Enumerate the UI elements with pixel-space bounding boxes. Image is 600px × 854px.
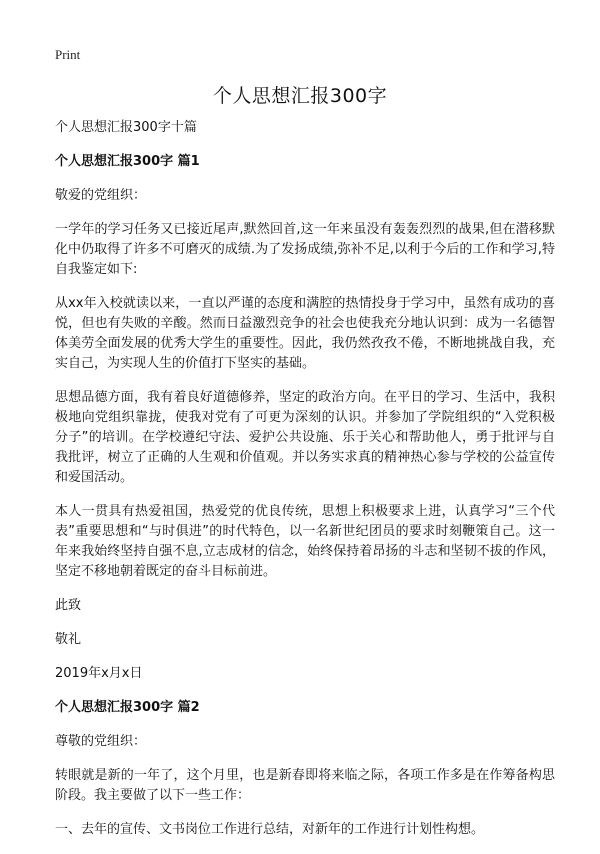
date-line: 2019年x月x日 [55, 666, 143, 681]
document-subtitle: 个人思想汇报300字十篇 [55, 120, 197, 135]
section-heading: 个人思想汇报300字 篇1 [55, 154, 200, 169]
section-heading: 个人思想汇报300字 篇2 [55, 700, 200, 715]
greeting: 敬爱的党组织： [55, 188, 147, 203]
section-1 [55, 152, 555, 684]
paragraph: 一学年的学习任务又已接近尾声,默然回首,这一年来虽没有轰轰烈烈的战果,但在潜移默化中仍取得了许多不可磨灭的成绩.为了发扬成绩,弥补不足,以利于今后的工作和学习,特自我鉴定如下: [55, 222, 555, 277]
print-link[interactable]: Print [55, 47, 81, 62]
closing-line: 此致 [55, 598, 82, 613]
greeting: 尊敬的党组织： [55, 734, 147, 749]
paragraph: 转眼就是新的一年了，这个月里，也是新春即将来临之际，各项工作多是在作筹备构思阶段。我主要做了以下一些工作： [55, 768, 555, 803]
paragraph: 思想品德方面，我有着良好道德修养，坚定的政治方向。在平日的学习、生活中，我积极地向党组织靠拢，使我对党有了可更为深刻的认识。并参加了学院组织的“入党积极分子”的培训。在学校遵纪守法、爱护公共设施、乐于关心和帮助他人，勇于批评与自我批评，树立了正确的人生观和价值观。并以务实求真的精神热心参与学校的公益宣传和爱国活动。 [55, 390, 555, 485]
section-2 [55, 698, 555, 840]
page-title: 个人思想汇报300字 [212, 85, 388, 107]
paragraph: 从xx年入校就读以来，一直以严谨的态度和满腔的热情投身于学习中，虽然有成功的喜悦，但也有失败的辛酸。然而日益激烈竞争的社会也使我充分地认识到：成为一名德智体美劳全面发展的优秀大学生的重要性。因此，我仍然孜孜不倦，不断地挑战自我，充实自己，为实现人生的价值打下坚实的基础。 [55, 296, 555, 371]
document-body [55, 118, 555, 854]
paragraph: 一、去年的宣传、文书岗位工作进行总结，对新年的工作进行计划性构想。 [55, 822, 485, 837]
closing-line: 敬礼 [55, 632, 82, 647]
paragraph: 本人一贯具有热爱祖国，热爱党的优良传统，思想上积极要求上进，认真学习“三个代表”重要思想和“与时俱进”的时代特色，以一名新世纪团员的要求时刻鞭策自己。这一年来我始终坚持自强不息,立志成材的信念，始终保持着昂扬的斗志和坚韧不拔的作风，坚定不移地朝着既定的奋斗目标前进。 [55, 504, 555, 579]
